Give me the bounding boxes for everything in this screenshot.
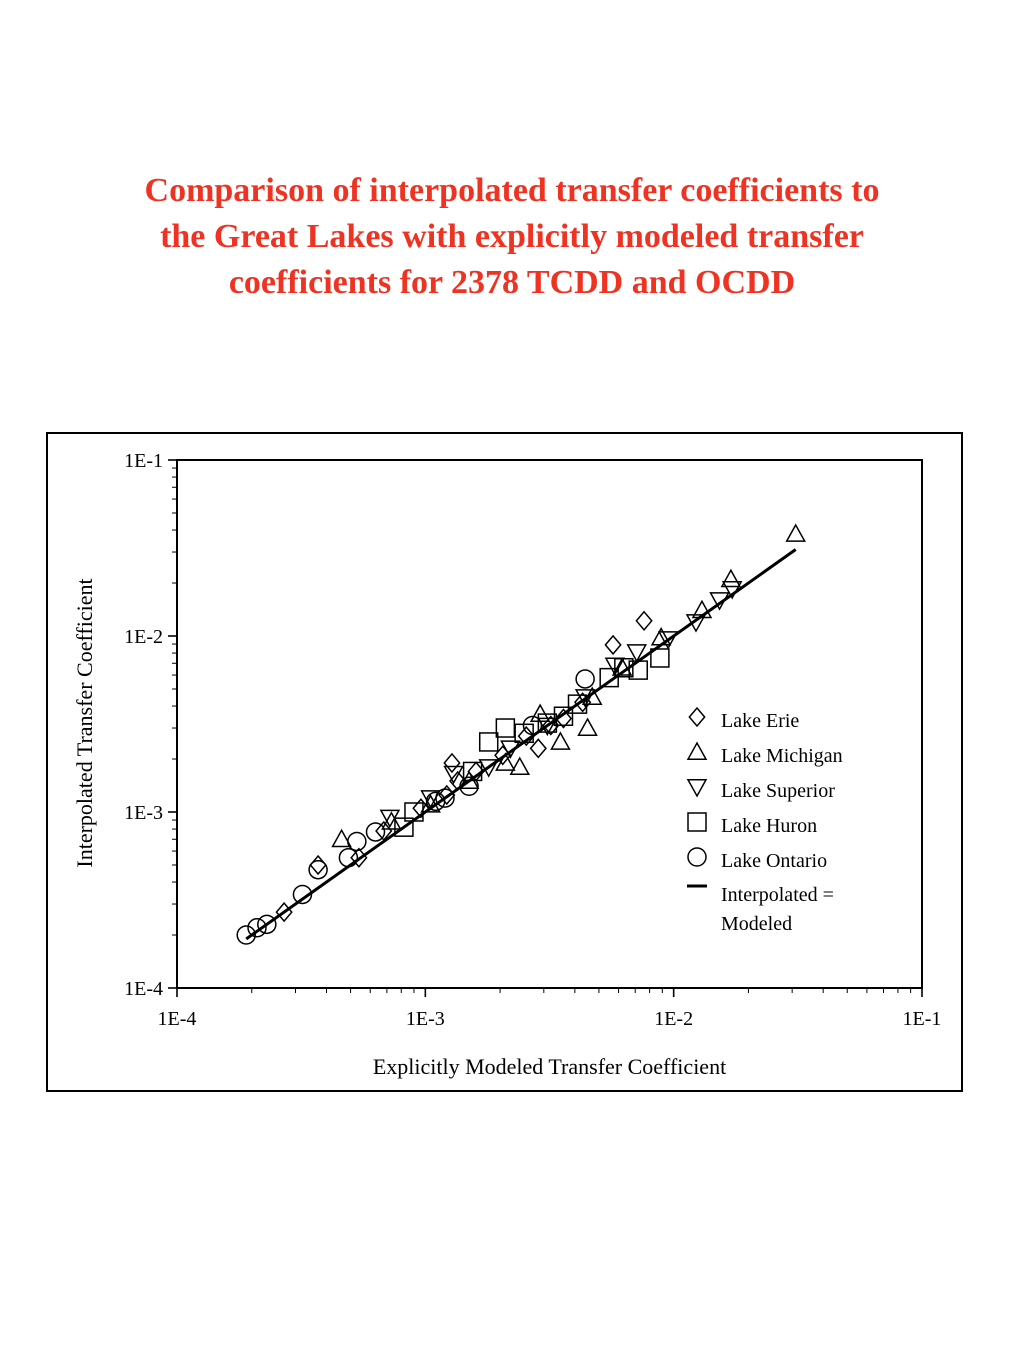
interpolated-equals-modeled-line (246, 550, 795, 939)
legend-label: Lake Erie (721, 710, 800, 732)
x-tick-label: 1E-1 (902, 1008, 942, 1030)
lake-erie-point (605, 636, 620, 654)
lake-michigan-point (511, 758, 529, 774)
legend-label: Lake Superior (721, 780, 835, 802)
lake-michigan-point (787, 525, 805, 541)
lake-ontario-point (339, 849, 357, 867)
lake-michigan-point (551, 733, 569, 749)
title-line-3: coefficients for 2378 TCDD and OCDD (228, 264, 796, 301)
x-tick-label: 1E-4 (157, 1008, 197, 1030)
legend-label: Lake Huron (721, 815, 818, 837)
y-tick-label: 1E-1 (124, 450, 163, 472)
lake-erie-point (310, 856, 325, 874)
legend-marker (688, 743, 706, 759)
lake-huron-point (496, 719, 514, 737)
legend-marker (688, 848, 706, 866)
x-axis-label: Explicitly Modeled Transfer Coefficient (372, 1054, 727, 1079)
x-tick-label: 1E-3 (405, 1008, 445, 1030)
legend-marker (688, 780, 706, 796)
legend-marker (688, 813, 706, 831)
x-tick-label: 1E-2 (654, 1008, 694, 1030)
legend-label: Lake Ontario (721, 850, 828, 872)
lake-michigan-point (579, 719, 597, 735)
lake-erie-point (636, 612, 651, 630)
lake-ontario-point (348, 832, 366, 850)
legend-label: Interpolated = (721, 884, 834, 906)
lake-ontario-point (367, 823, 385, 841)
lake-ontario-point (309, 861, 327, 879)
y-tick-label: 1E-3 (124, 802, 163, 824)
lake-huron-point (480, 733, 498, 751)
title-line-2: the Great Lakes with explicitly modeled transfer (160, 218, 864, 255)
y-tick-label: 1E-2 (124, 626, 163, 648)
title-line-1: Comparison of interpolated transfer coefficients to (144, 172, 880, 209)
legend-label: Lake Michigan (721, 745, 843, 767)
lake-ontario-point (576, 670, 594, 688)
y-axis-label: Interpolated Transfer Coefficient (72, 578, 97, 868)
lake-michigan-point (382, 813, 400, 829)
legend-marker (689, 708, 704, 726)
legend-label: Modeled (721, 913, 793, 935)
y-tick-label: 1E-4 (124, 978, 163, 1000)
